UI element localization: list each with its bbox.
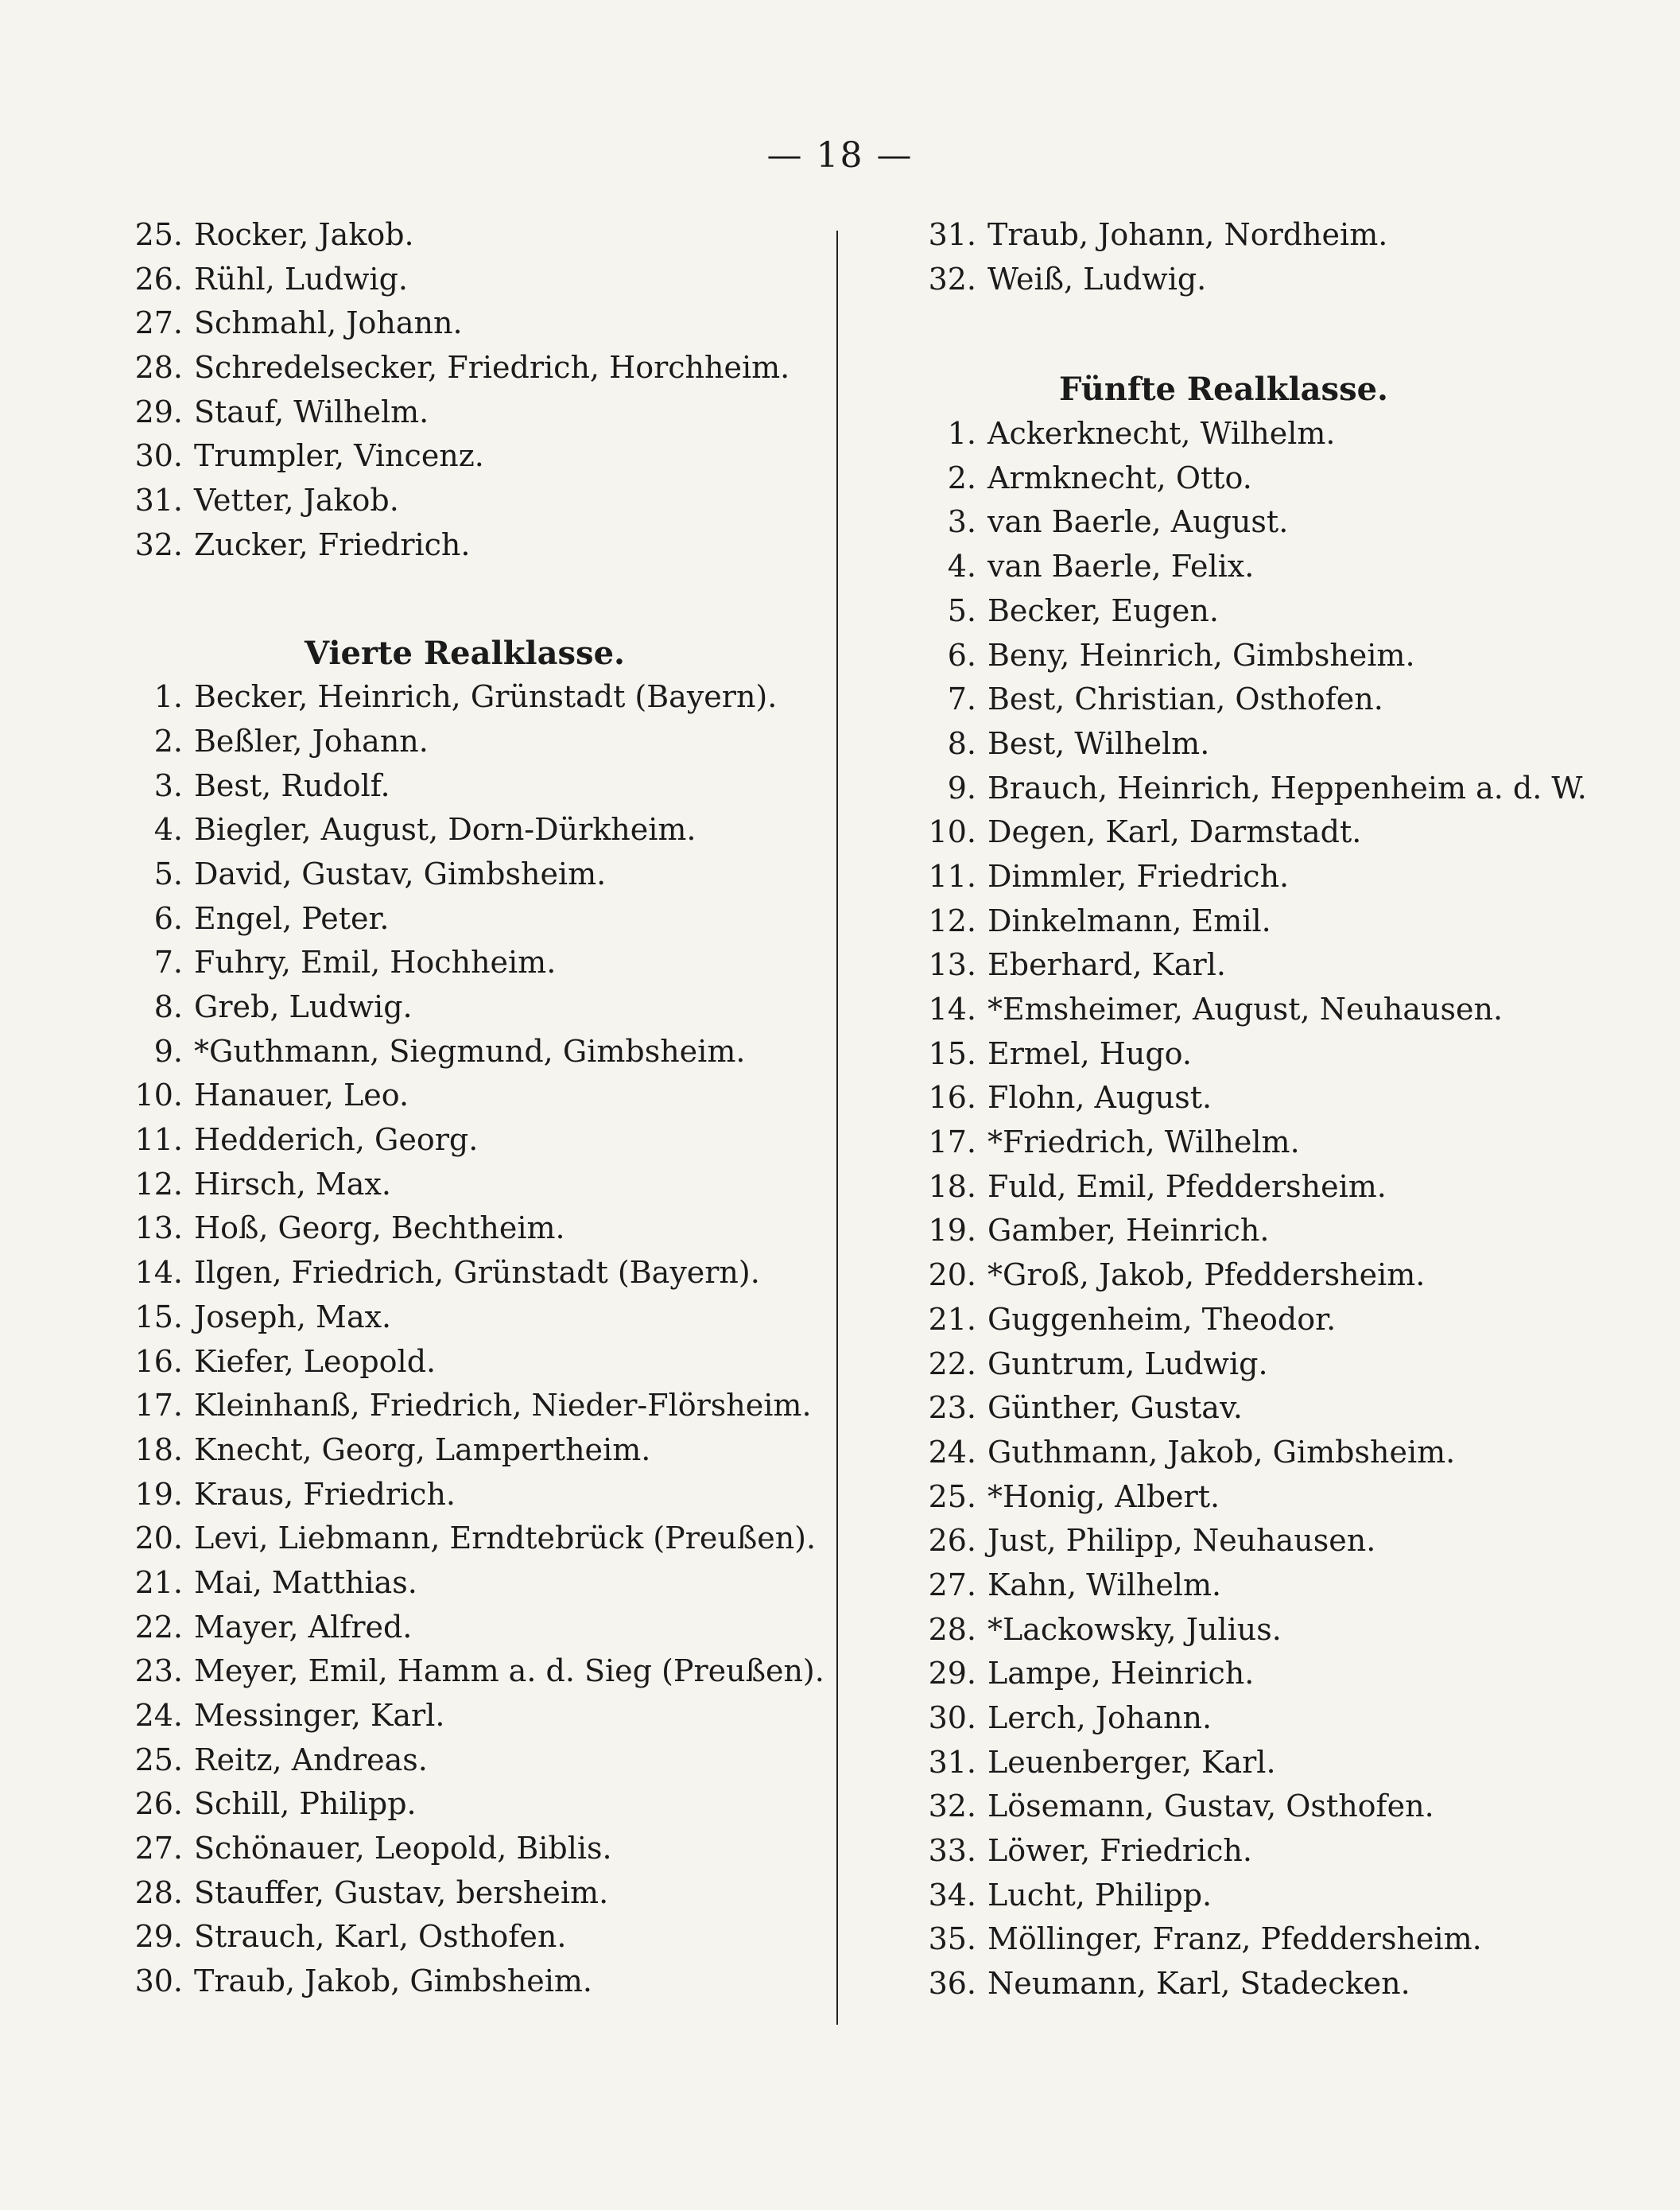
list-item (913, 943, 1628, 988)
list-item (119, 1561, 827, 1606)
list-item (913, 1032, 1628, 1077)
item-number: 10. (928, 814, 976, 850)
item-number: 17. (134, 1388, 183, 1423)
item-number: 1. (153, 679, 183, 715)
list-item (913, 213, 1628, 258)
list-item (913, 1608, 1628, 1653)
student-name: Lucht, Philipp. (987, 1877, 1212, 1913)
item-number: 12. (928, 903, 976, 938)
item-number: 4. (947, 549, 976, 585)
item-number: 5. (153, 856, 183, 891)
list-item (119, 808, 827, 853)
list-item (913, 1962, 1628, 2006)
student-name: Flohn, August. (987, 1080, 1212, 1116)
list-item (913, 855, 1628, 899)
list-item (913, 1741, 1628, 1785)
item-number: 28. (134, 1874, 183, 1910)
list-item (913, 1563, 1628, 1608)
student-name: Weiß, Ludwig. (987, 261, 1207, 297)
student-name: Stauf, Wilhelm. (194, 394, 429, 429)
list-item (119, 1782, 827, 1827)
item-number: 8. (947, 725, 976, 761)
item-number: 22. (928, 1346, 976, 1381)
student-name: Lampe, Heinrich. (987, 1656, 1255, 1691)
item-number: 26. (134, 1786, 183, 1822)
list-item (119, 675, 827, 720)
item-number: 11. (134, 1122, 183, 1158)
list-item (913, 545, 1628, 589)
list-item (913, 1342, 1628, 1387)
list-item (119, 301, 827, 346)
student-name: Levi, Liebmann, Erndtebrück (Preußen). (194, 1521, 817, 1556)
item-number: 33. (928, 1833, 976, 1869)
student-name: Schönauer, Leopold, Biblis. (194, 1831, 612, 1866)
student-name: van Baerle, August. (987, 504, 1289, 540)
list-item (119, 1340, 827, 1385)
list-item (913, 1431, 1628, 1475)
student-name: Reitz, Andreas. (194, 1742, 428, 1777)
item-number: 2. (153, 723, 183, 759)
item-number: 9. (947, 770, 976, 806)
item-number: 29. (134, 1919, 183, 1955)
list-item (119, 1694, 827, 1738)
item-number: 22. (134, 1609, 183, 1645)
student-name: Beny, Heinrich, Gimbsheim. (987, 637, 1415, 673)
item-number: 32. (928, 1789, 976, 1824)
student-name: Ackerknecht, Wilhelm. (987, 416, 1336, 452)
student-name: Armknecht, Otto. (987, 460, 1252, 495)
student-name: Trumpler, Vincenz. (194, 438, 484, 474)
list-item (913, 1519, 1628, 1563)
list-item (119, 390, 827, 435)
item-number: 23. (134, 1653, 183, 1689)
list-item (913, 1696, 1628, 1741)
item-number: 18. (928, 1168, 976, 1204)
list-item (913, 1785, 1628, 1829)
list-item (119, 1517, 827, 1561)
student-name: Gamber, Heinrich. (987, 1213, 1270, 1249)
item-number: 21. (134, 1564, 183, 1600)
list-item (913, 1076, 1628, 1121)
student-name: Just, Philipp, Neuhausen. (987, 1523, 1376, 1559)
item-number: 1. (947, 416, 976, 452)
student-name: *Honig, Albert. (987, 1478, 1220, 1514)
student-name: *Lackowsky, Julius. (987, 1611, 1282, 1647)
list-item (119, 720, 827, 764)
item-number: 19. (928, 1213, 976, 1249)
student-name: Meyer, Emil, Hamm a. d. Sieg (Preußen). (194, 1653, 824, 1689)
item-number: 6. (153, 900, 183, 936)
item-number: 28. (134, 350, 183, 386)
student-name: Lösemann, Gustav, Osthofen. (987, 1789, 1434, 1824)
item-number: 16. (928, 1080, 976, 1116)
list-item (913, 258, 1628, 302)
item-number: 32. (928, 261, 976, 297)
list-item (913, 1121, 1628, 1165)
item-number: 32. (134, 526, 183, 562)
left-continued-list (119, 213, 827, 568)
item-number: 11. (928, 858, 976, 894)
student-name: Hanauer, Leo. (194, 1078, 409, 1113)
student-name: Dimmler, Friedrich. (987, 858, 1290, 894)
list-item (913, 1165, 1628, 1210)
student-name: Best, Christian, Osthofen. (987, 682, 1383, 717)
item-number: 24. (134, 1698, 183, 1733)
list-item (119, 523, 827, 568)
item-number: 14. (134, 1255, 183, 1291)
student-name: *Groß, Jakob, Pfeddersheim. (987, 1257, 1426, 1293)
list-item (119, 1030, 827, 1074)
student-name: Schill, Philipp. (194, 1786, 417, 1822)
student-name: Traub, Jakob, Gimbsheim. (194, 1963, 592, 1999)
student-name: Best, Rudolf. (194, 767, 390, 803)
list-item (913, 810, 1628, 855)
item-number: 27. (134, 1831, 183, 1866)
student-name: *Emsheimer, August, Neuhausen. (987, 992, 1503, 1027)
item-number: 23. (928, 1390, 976, 1426)
list-item (119, 1606, 827, 1650)
vierte-realklasse-list (119, 675, 827, 2004)
list-item (119, 764, 827, 809)
student-name: Strauch, Karl, Osthofen. (194, 1919, 567, 1955)
item-number: 30. (134, 1963, 183, 1999)
list-item (913, 988, 1628, 1032)
item-number: 21. (928, 1301, 976, 1337)
student-name: Mayer, Alfred. (194, 1609, 413, 1645)
item-number: 2. (947, 460, 976, 495)
list-item (913, 1386, 1628, 1431)
list-item (913, 899, 1628, 944)
student-name: Best, Wilhelm. (987, 725, 1210, 761)
student-name: David, Gustav, Gimbsheim. (194, 856, 607, 891)
student-name: Guggenheim, Theodor. (987, 1301, 1337, 1337)
list-item (913, 767, 1628, 811)
list-item (119, 853, 827, 897)
item-number: 24. (928, 1434, 976, 1470)
item-number: 13. (134, 1210, 183, 1246)
fuenfte-realklasse-list (913, 412, 1628, 2006)
student-name: Vetter, Jakob. (194, 483, 399, 519)
list-item (913, 1829, 1628, 1874)
item-number: 16. (134, 1343, 183, 1379)
page-number: — 18 — (766, 135, 914, 176)
list-item (913, 1475, 1628, 1520)
item-number: 31. (928, 217, 976, 252)
item-number: 15. (134, 1299, 183, 1334)
item-number: 34. (928, 1877, 976, 1913)
student-name: *Friedrich, Wilhelm. (987, 1124, 1300, 1160)
list-item (119, 1251, 827, 1295)
list-item (119, 1827, 827, 1871)
item-number: 25. (134, 1742, 183, 1777)
student-name: Schredelsecker, Friedrich, Horchheim. (194, 350, 790, 386)
list-item (913, 1298, 1628, 1342)
student-name: Zucker, Friedrich. (194, 526, 471, 562)
item-number: 30. (134, 438, 183, 474)
list-item (913, 1652, 1628, 1696)
section-title-vierte-realklasse: Vierte Realklasse. (305, 634, 625, 672)
student-name: van Baerle, Felix. (987, 549, 1255, 585)
list-item (119, 213, 827, 258)
item-number: 25. (134, 217, 183, 252)
item-number: 7. (153, 945, 183, 981)
list-item (913, 1209, 1628, 1253)
list-item (119, 985, 827, 1030)
list-item (913, 1874, 1628, 1918)
list-item (119, 479, 827, 523)
list-item (119, 1074, 827, 1118)
student-name: Brauch, Heinrich, Heppenheim a. d. W. (987, 770, 1587, 806)
item-number: 26. (928, 1523, 976, 1559)
student-name: Joseph, Max. (194, 1299, 392, 1334)
list-item (913, 722, 1628, 767)
list-item (913, 634, 1628, 678)
student-name: Lerch, Johann. (987, 1700, 1212, 1735)
item-number: 29. (134, 394, 183, 429)
list-item (119, 1428, 827, 1473)
student-name: Kiefer, Leopold. (194, 1343, 436, 1379)
item-number: 4. (153, 812, 183, 848)
student-name: Fuld, Emil, Pfeddersheim. (987, 1168, 1387, 1204)
list-item (119, 1295, 827, 1340)
item-number: 27. (928, 1567, 976, 1602)
list-item (913, 589, 1628, 634)
right-column (913, 213, 1628, 2006)
list-item (119, 941, 827, 985)
item-number: 14. (928, 992, 976, 1027)
list-item (119, 1738, 827, 1783)
item-number: 31. (928, 1744, 976, 1780)
item-number: 7. (947, 682, 976, 717)
item-number: 20. (134, 1521, 183, 1556)
item-number: 28. (928, 1611, 976, 1647)
item-number: 25. (928, 1478, 976, 1514)
list-item (119, 897, 827, 942)
student-name: Mai, Matthias. (194, 1564, 417, 1600)
list-item (119, 434, 827, 479)
student-name: Kahn, Wilhelm. (987, 1567, 1222, 1602)
list-item (913, 500, 1628, 545)
item-number: 8. (153, 989, 183, 1024)
student-name: Hirsch, Max. (194, 1166, 391, 1202)
student-name: Becker, Eugen. (987, 592, 1219, 628)
item-number: 30. (928, 1700, 976, 1735)
item-number: 9. (153, 1033, 183, 1069)
item-number: 3. (153, 767, 183, 803)
item-number: 13. (928, 947, 976, 983)
list-item (119, 1649, 827, 1694)
student-name: Traub, Johann, Nordheim. (987, 217, 1388, 252)
student-name: Ilgen, Friedrich, Grünstadt (Bayern). (194, 1255, 760, 1291)
student-name: Dinkelmann, Emil. (987, 903, 1271, 938)
item-number: 10. (134, 1078, 183, 1113)
item-number: 20. (928, 1257, 976, 1293)
list-item (119, 1871, 827, 1916)
student-name: Beßler, Johann. (194, 723, 429, 759)
student-name: Rocker, Jakob. (194, 217, 414, 252)
student-name: Kraus, Friedrich. (194, 1476, 456, 1512)
item-number: 26. (134, 261, 183, 297)
item-number: 27. (134, 305, 183, 341)
list-item (119, 1163, 827, 1207)
list-item (119, 346, 827, 390)
item-number: 19. (134, 1476, 183, 1512)
column-divider (836, 231, 838, 2025)
student-name: Neumann, Karl, Stadecken. (987, 1966, 1410, 2002)
student-name: Guthmann, Jakob, Gimbsheim. (987, 1434, 1456, 1470)
student-name: Fuhry, Emil, Hochheim. (194, 945, 557, 981)
list-item (119, 1384, 827, 1428)
list-item (119, 1915, 827, 1959)
item-number: 29. (928, 1656, 976, 1691)
student-name: Degen, Karl, Darmstadt. (987, 814, 1362, 850)
item-number: 6. (947, 637, 976, 673)
list-item (119, 1473, 827, 1517)
section-title-fuenfte-realklasse: Fünfte Realklasse. (1059, 371, 1388, 409)
student-name: Löwer, Friedrich. (987, 1833, 1252, 1869)
item-number: 12. (134, 1166, 183, 1202)
student-name: Hoß, Georg, Bechtheim. (194, 1210, 565, 1246)
list-item (119, 1959, 827, 2004)
item-number: 17. (928, 1124, 976, 1160)
student-name: Engel, Peter. (194, 900, 390, 936)
item-number: 18. (134, 1431, 183, 1467)
list-item (913, 412, 1628, 456)
list-item (119, 258, 827, 302)
student-name: Guntrum, Ludwig. (987, 1346, 1268, 1381)
item-number: 5. (947, 592, 976, 628)
student-name: Greb, Ludwig. (194, 989, 413, 1024)
list-item (913, 1917, 1628, 1962)
student-name: Günther, Gustav. (987, 1390, 1243, 1426)
list-item (913, 678, 1628, 722)
student-name: Hedderich, Georg. (194, 1122, 479, 1158)
student-name: Messinger, Karl. (194, 1698, 445, 1733)
student-name: Möllinger, Franz, Pfeddersheim. (987, 1921, 1482, 1957)
student-name: Biegler, August, Dorn-Dürkheim. (194, 812, 696, 848)
student-name: Eberhard, Karl. (987, 947, 1226, 983)
student-name: Becker, Heinrich, Grünstadt (Bayern). (194, 679, 778, 715)
item-number: 3. (947, 504, 976, 540)
student-name: Ermel, Hugo. (987, 1035, 1192, 1071)
list-item (913, 456, 1628, 501)
list-item (119, 1206, 827, 1251)
student-name: Rühl, Ludwig. (194, 261, 408, 297)
right-continued-list (913, 213, 1628, 301)
item-number: 15. (928, 1035, 976, 1071)
item-number: 36. (928, 1966, 976, 2002)
student-name: Knecht, Georg, Lampertheim. (194, 1431, 651, 1467)
student-name: Leuenberger, Karl. (987, 1744, 1276, 1780)
left-column (119, 213, 827, 2004)
list-item (119, 1118, 827, 1163)
student-name: *Guthmann, Siegmund, Gimbsheim. (194, 1033, 746, 1069)
student-name: Schmahl, Johann. (194, 305, 463, 341)
item-number: 35. (928, 1921, 976, 1957)
item-number: 31. (134, 483, 183, 519)
list-item (913, 1253, 1628, 1298)
student-name: Kleinhanß, Friedrich, Nieder-Flörsheim. (194, 1388, 812, 1423)
student-name: Stauffer, Gustav, bersheim. (194, 1874, 609, 1910)
